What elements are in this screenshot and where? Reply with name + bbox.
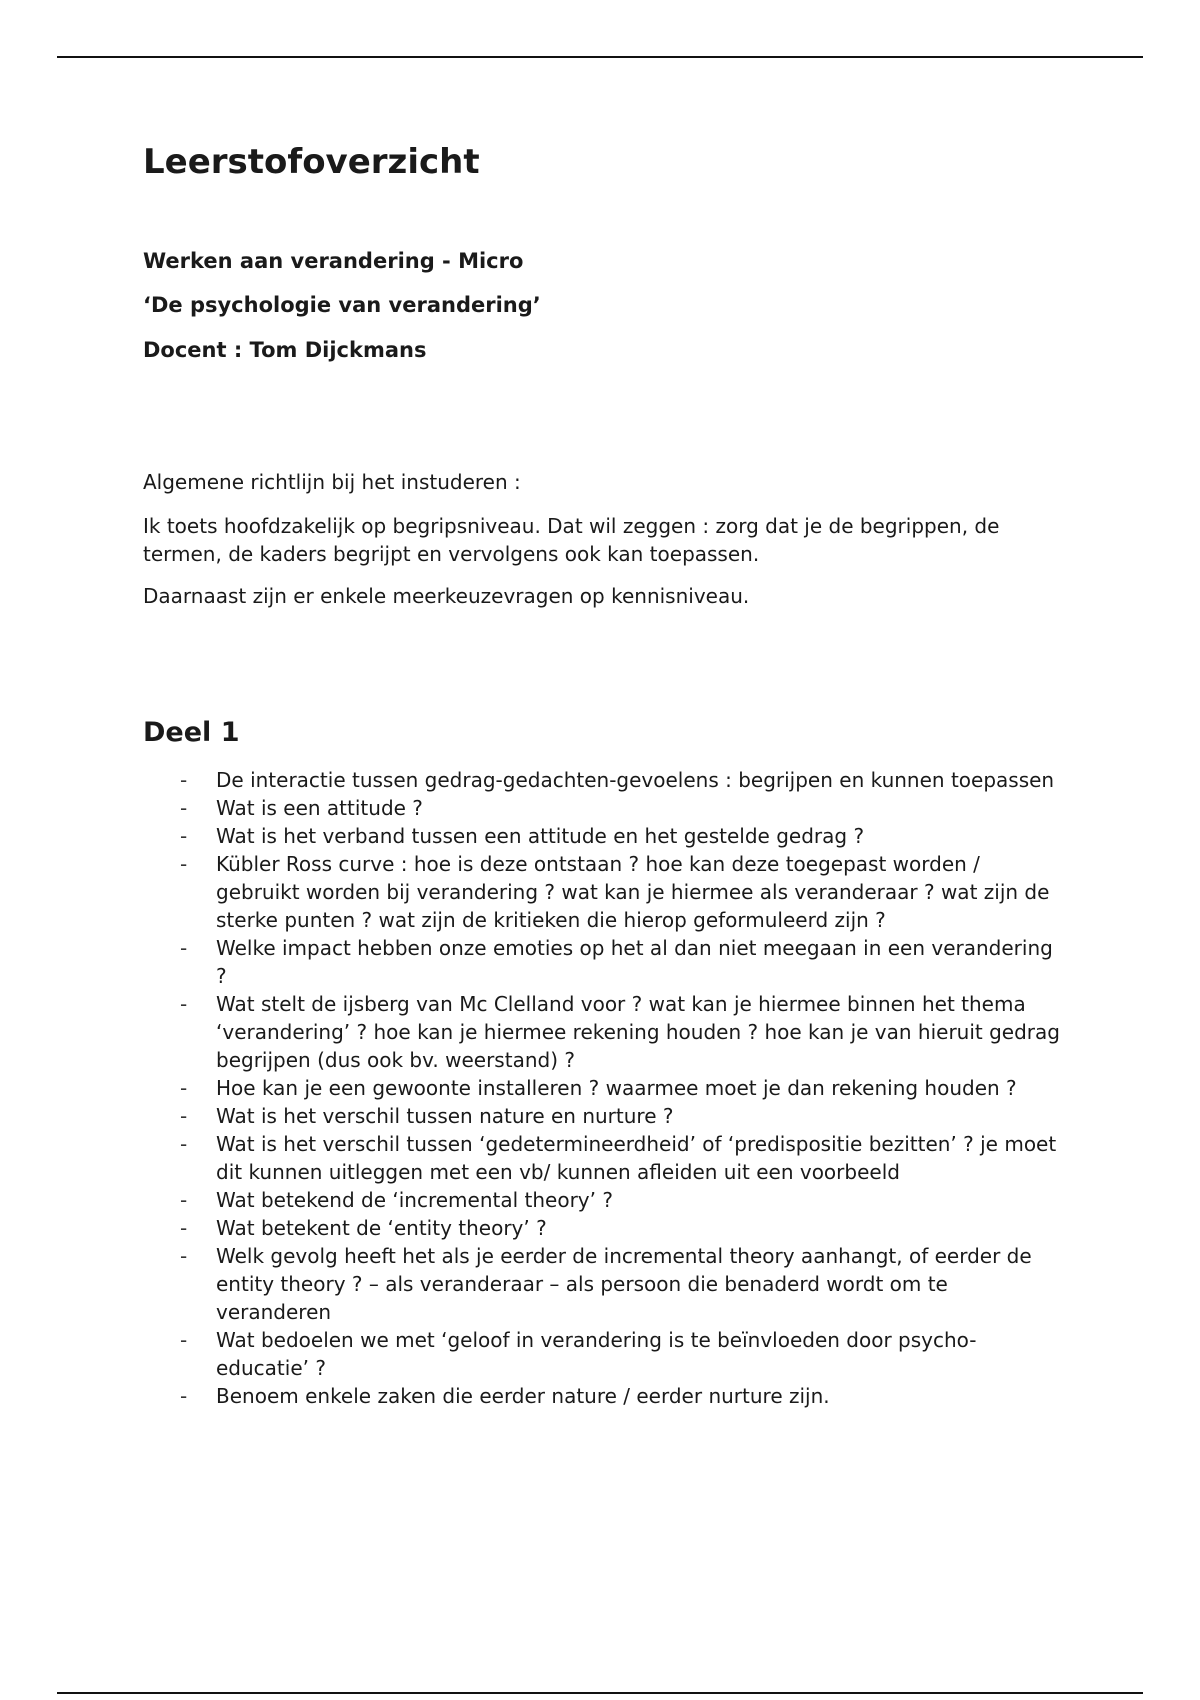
list-item xyxy=(143,794,1063,822)
list-item-text: Benoem enkele zaken die eerder nature / eerder nurture zijn. xyxy=(216,1384,830,1408)
bullet-dash: - xyxy=(180,796,188,820)
list-item xyxy=(143,1102,1063,1130)
document-title: Leerstofoverzicht xyxy=(143,142,480,182)
bullet-dash: - xyxy=(180,852,188,876)
list-item xyxy=(143,850,1063,934)
list-item-text: Kübler Ross curve : hoe is deze ontstaan ? hoe kan deze toegepast worden / gebruikt worden bij verandering ? wat kan je hiermee als veranderaar ? wat zijn de sterke punten ? wat zijn de kritieken die hierop geformuleerd zijn ? xyxy=(216,852,1050,932)
list-item xyxy=(143,934,1063,990)
list-item xyxy=(143,1130,1063,1186)
list-item-text: Welk gevolg heeft het als je eerder de incremental theory aanhangt, of eerder de entity theory ? – als veranderaar – als persoon die benaderd wordt om te veranderen xyxy=(216,1244,1032,1324)
bullet-dash: - xyxy=(180,1216,188,1240)
section-heading: Deel 1 xyxy=(143,717,240,748)
list-item-text: De interactie tussen gedrag-gedachten-gevoelens : begrijpen en kunnen toepassen xyxy=(216,768,1055,792)
guideline-paragraph: Ik toets hoofdzakelijk op begripsniveau. Dat wil zeggen : zorg dat je de begrippen, de termen, de kaders begrijpt en vervolgens ook kan toepassen. xyxy=(143,514,1000,566)
course-name: Werken aan verandering - Micro xyxy=(143,249,524,273)
bullet-dash: - xyxy=(180,824,188,848)
bullet-dash: - xyxy=(180,1188,188,1212)
list-item-text: Wat is een attitude ? xyxy=(216,796,423,820)
bottom-rule xyxy=(57,1692,1143,1694)
bullet-dash: - xyxy=(180,1244,188,1268)
list-item xyxy=(143,822,1063,850)
question-list xyxy=(143,766,1063,1410)
list-item-text: Wat stelt de ijsberg van Mc Clelland voor ? wat kan je hiermee binnen het thema ‘verandering’ ? hoe kan je hiermee rekening houden ? hoe kan je van hieruit gedrag begrijpen (dus ook bv. weerstand) ? xyxy=(216,992,1060,1072)
list-item-text: Wat bedoelen we met ‘geloof in verandering is te beïnvloeden door psycho-educatie’ ? xyxy=(216,1328,977,1380)
knowledge-paragraph: Daarnaast zijn er enkele meerkeuzevragen op kennisniveau. xyxy=(143,584,750,608)
bullet-dash: - xyxy=(180,1104,188,1128)
bullet-dash: - xyxy=(180,936,188,960)
top-rule xyxy=(57,56,1143,58)
list-item xyxy=(143,990,1063,1074)
list-item xyxy=(143,1186,1063,1214)
course-subtitle: ‘De psychologie van verandering’ xyxy=(143,293,541,317)
list-item-text: Wat betekent de ‘entity theory’ ? xyxy=(216,1216,547,1240)
bullet-dash: - xyxy=(180,1132,188,1156)
list-item-text: Hoe kan je een gewoonte installeren ? waarmee moet je dan rekening houden ? xyxy=(216,1076,1017,1100)
bullet-dash: - xyxy=(180,992,188,1016)
bullet-dash: - xyxy=(180,1076,188,1100)
list-item xyxy=(143,1326,1063,1382)
list-item xyxy=(143,1214,1063,1242)
teacher-name: Docent : Tom Dijckmans xyxy=(143,338,427,362)
list-item-text: Wat is het verschil tussen ‘gedetermineerdheid’ of ‘predispositie bezitten’ ? je moet dit kunnen uitleggen met een vb/ kunnen afleiden uit een voorbeeld xyxy=(216,1132,1057,1184)
list-item-text: Wat is het verband tussen een attitude en het gestelde gedrag ? xyxy=(216,824,865,848)
list-item-text: Welke impact hebben onze emoties op het al dan niet meegaan in een verandering ? xyxy=(216,936,1053,988)
list-item-text: Wat betekend de ‘incremental theory’ ? xyxy=(216,1188,613,1212)
list-item xyxy=(143,1242,1063,1326)
guideline-heading: Algemene richtlijn bij het instuderen : xyxy=(143,470,521,494)
bullet-dash: - xyxy=(180,1384,188,1408)
list-item-text: Wat is het verschil tussen nature en nurture ? xyxy=(216,1104,674,1128)
list-item xyxy=(143,766,1063,794)
list-item xyxy=(143,1382,1063,1410)
list-item xyxy=(143,1074,1063,1102)
bullet-dash: - xyxy=(180,768,188,792)
bullet-dash: - xyxy=(180,1328,188,1352)
